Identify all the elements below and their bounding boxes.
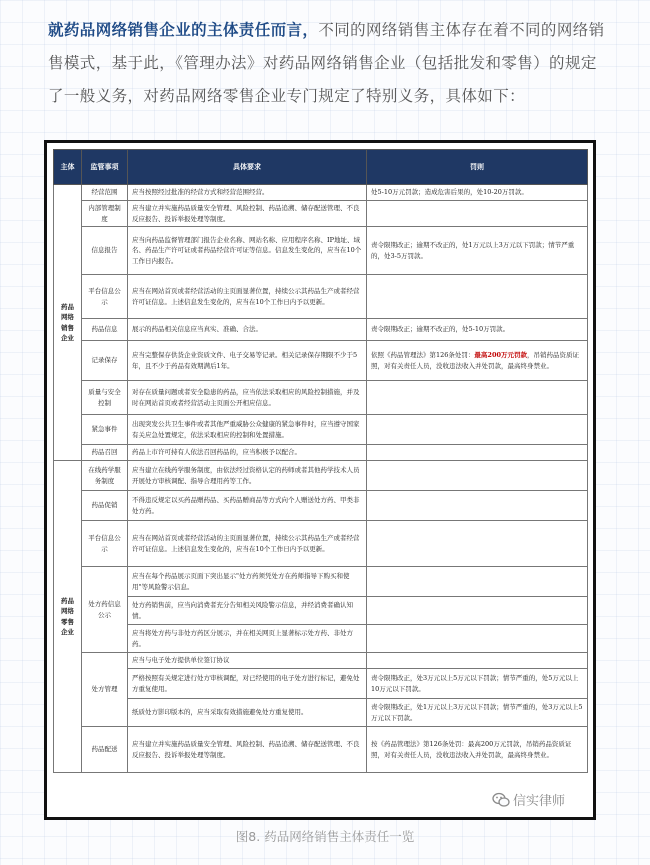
intro-paragraph: [48, 14, 608, 113]
penalty-cell: [367, 567, 588, 597]
requirement-cell: 应当向药品监督管理部门报告企业名称、网站名称、应用程序名称、IP地址、域名、药品生产许可证或者药品经营许可证等信息。信息发生变化的，应当在10个工作日内报告。: [128, 227, 367, 275]
table-row: [54, 381, 588, 415]
requirement-cell: 展示的药品相关信息应当真实、准确、合法。: [128, 319, 367, 341]
header-requirement: 具体要求: [128, 150, 367, 185]
table-row: [54, 653, 588, 669]
table-row: [54, 341, 588, 381]
penalty-cell: [367, 461, 588, 491]
item-cell: 质量与安全控制: [82, 381, 128, 415]
requirement-cell: 应当完整保存供货企业资质文件、电子交易等记录。相关记录保存期限不少于5年，且不少于药品有效期满后1年。: [128, 341, 367, 381]
requirement-cell: 应当建立在线药学服务制度，由依法经过资格认定的药师或者其他药学技术人员开展处方审核调配、指导合理用药等工作。: [128, 461, 367, 491]
intro-text: 不同的网络销售主体存在着不同的网络销售模式，基于此，《管理办法》对药品网络销售企业（包括批发和零售）的规定了一般义务，对药品网络零售企业专门规定了特别义务，具体如下：: [48, 21, 605, 105]
requirement-cell: 应当按照经过批准的经营方式和经营范围经营。: [128, 185, 367, 201]
penalty-cell: 责令限期改正；逾期不改正的，处5-10万罚款。: [367, 319, 588, 341]
item-cell: 在线药学服务制度: [82, 461, 128, 491]
item-cell: 处方管理: [82, 653, 128, 727]
penalty-cell: 责令限期改正；逾期不改正的，处1万元以上3万元以下罚款；情节严重的，处3-5万罚款。: [367, 227, 588, 275]
table-row: [54, 597, 588, 625]
penalty-cell: [367, 597, 588, 625]
penalty-cell: [367, 491, 588, 521]
requirement-cell: 药品上市许可持有人依法召回药品的，应当积极予以配合。: [128, 445, 367, 461]
requirement-cell: 严格按照有关规定进行处方审核调配，对已经使用的电子处方进行标记，避免处方重复使用。: [128, 669, 367, 699]
penalty-cell: 责令限期改正，处1万元以上3万元以下罚款；情节严重的，处3万元以上5万元以下罚款。: [367, 699, 588, 727]
group-label-retail: 药品网络零售企业: [54, 461, 82, 773]
requirement-cell: 对存在质量问题或者安全隐患的药品，应当依法采取相应的风险控制措施，并及时在网站首页或者经营活动主页面公开相应信息。: [128, 381, 367, 415]
figure-caption: 图8. 药品网络销售主体责任一览: [235, 829, 415, 844]
penalty-cell: [367, 625, 588, 653]
group-label-sales: 药品网络销售企业: [54, 185, 82, 461]
item-cell: 平台信息公示: [82, 275, 128, 319]
requirement-cell: 应当在每个药品展示页面下突出显示"处方药须凭处方在药师指导下购买和使用"等风险警示信息。: [128, 567, 367, 597]
penalty-cell: [367, 415, 588, 445]
table-header-row: [54, 150, 588, 185]
table-row: [54, 567, 588, 597]
table-row: [54, 669, 588, 699]
penalty-cell: 按《药品管理法》第126条处罚：最高200万元罚款，吊销药品资质证照，对有关责任人员，没收违法收入并处罚款，最高终身禁业。: [367, 727, 588, 773]
table-row: [54, 521, 588, 567]
table-row: [54, 275, 588, 319]
watermark: [492, 790, 565, 809]
table-row: [54, 461, 588, 491]
requirement-cell: 应当建立并实施药品质量安全管理、风险控制、药品追溯、储存配送管理、不良反应报告、投诉举报处理等制度。: [128, 201, 367, 227]
penalty-prefix: 依照《药品管理法》第126条处罚：: [371, 351, 475, 359]
penalty-cell: [367, 521, 588, 567]
requirement-cell: 处方药销售前，应当向消费者充分告知相关风险警示信息，并经消费者确认知情。: [128, 597, 367, 625]
penalty-cell: [367, 341, 588, 381]
table-row: [54, 201, 588, 227]
header-item: 监管事项: [82, 150, 128, 185]
penalty-cell: 处5-10万元罚款；造成危害后果的，处10-20万罚款。: [367, 185, 588, 201]
penalty-cell: 责令限期改正，处3万元以上5万元以下罚款；情节严重的，处5万元以上10万元以下罚款。: [367, 669, 588, 699]
item-cell: 记录保存: [82, 341, 128, 381]
penalty-cell: [367, 445, 588, 461]
item-cell: 平台信息公示: [82, 521, 128, 567]
responsibility-table-frame: [44, 140, 596, 820]
header-penalty: 罚则: [367, 150, 588, 185]
item-cell: 内部管理制度: [82, 201, 128, 227]
header-subject: 主体: [54, 150, 82, 185]
table-row: [54, 625, 588, 653]
item-cell: 紧急事件: [82, 415, 128, 445]
requirement-cell: 出现突发公共卫生事件或者其他严重威胁公众健康的紧急事件时，应当遵守国家有关应急处置规定，依法采取相应的控制和处置措施。: [128, 415, 367, 445]
penalty-cell: [367, 381, 588, 415]
penalty-cell: [367, 653, 588, 669]
table-row: [54, 445, 588, 461]
requirement-cell: 纸质处方影印版本的，应当采取有效措施避免处方重复使用。: [128, 699, 367, 727]
intro-highlight: 就药品网络销售企业的主体责任而言，: [48, 21, 319, 39]
table-row: [54, 227, 588, 275]
item-cell: 处方药信息公示: [82, 567, 128, 653]
table-row: [54, 319, 588, 341]
requirement-cell: 应当在网站首页或者经营活动的主页面显著位置，持续公示其药品生产或者经营许可证信息。上述信息发生变化的，应当在10个工作日内予以更新。: [128, 521, 367, 567]
responsibility-table: [53, 149, 588, 773]
requirement-cell: 不得违反规定以买药品赠药品、买药品赠商品等方式向个人赠送处方药、甲类非处方药。: [128, 491, 367, 521]
item-cell: 药品信息: [82, 319, 128, 341]
table-row: [54, 699, 588, 727]
requirement-cell: 应当建立并实施药品质量安全管理、风险控制、药品追溯、储存配送管理、不良反应报告、投诉举报处理等制度。: [128, 727, 367, 773]
requirement-cell: 应当与电子处方提供单位签订协议: [128, 653, 367, 669]
requirement-cell: 应当将处方药与非处方药区分展示，并在相关网页上显著标示处方药、非处方药。: [128, 625, 367, 653]
penalty-suffix: ，吊销药品资质证照，对有关责任人员，没收违法收入并处罚款，最高终身禁业。: [371, 351, 579, 370]
watermark-text: 信实律师: [513, 794, 566, 809]
item-cell: 信息报告: [82, 227, 128, 275]
item-cell: 药品配送: [82, 727, 128, 773]
table-row: [54, 415, 588, 445]
item-cell: 经营范围: [82, 185, 128, 201]
requirement-cell: 应当在网站首页或者经营活动的主页面显著位置，持续公示其药品生产或者经营许可证信息。上述信息发生变化的，应当在10个工作日内予以更新。: [128, 275, 367, 319]
penalty-cell: [367, 201, 588, 227]
penalty-highlight: 最高200万元罚款: [474, 351, 527, 359]
table-row: [54, 491, 588, 521]
wechat-icon: [492, 792, 510, 808]
penalty-cell: [367, 275, 588, 319]
table-row: [54, 185, 588, 201]
item-cell: 药品促销: [82, 491, 128, 521]
item-cell: 药品召回: [82, 445, 128, 461]
table-row: [54, 727, 588, 773]
